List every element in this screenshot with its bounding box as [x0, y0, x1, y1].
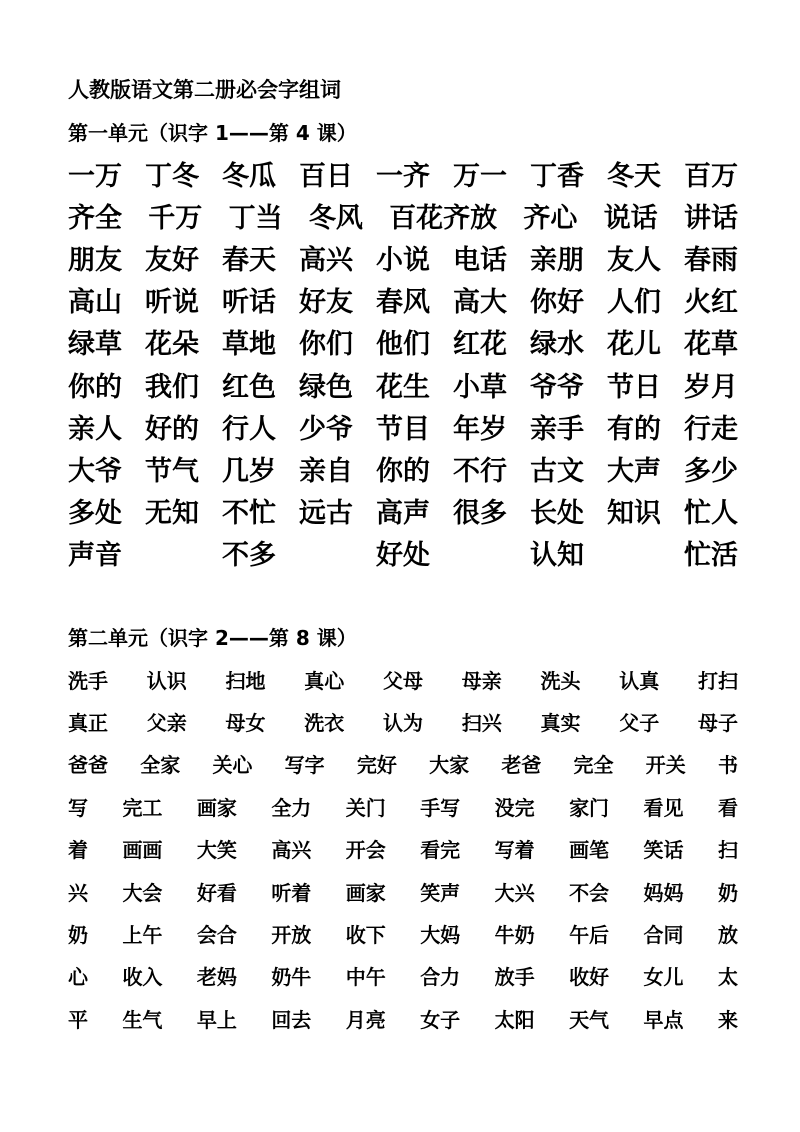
word-row — [68, 997, 738, 1039]
unit2-heading: 第二单元（识字 2——第 8 课） — [68, 626, 357, 650]
word-item: 知识 — [607, 498, 661, 530]
word-item: 花朵 — [145, 329, 199, 361]
word-item: 千万 — [148, 202, 203, 234]
word-row — [68, 447, 738, 489]
word-item: 行人 — [222, 413, 276, 445]
word-item: 红色 — [222, 371, 276, 403]
word-row — [68, 955, 738, 997]
word-item: 女子 — [420, 1007, 461, 1032]
word-item: 会合 — [196, 923, 237, 948]
word-item: 友人 — [607, 244, 661, 276]
word-item: 大笑 — [196, 838, 237, 863]
word-item: 大声 — [607, 455, 661, 487]
word-item: 不会 — [569, 880, 610, 905]
word-item: 花生 — [376, 371, 430, 403]
word-item: 全力 — [271, 795, 312, 820]
word-item: 一万 — [68, 160, 122, 192]
word-item: 认识 — [146, 668, 187, 693]
word-row — [68, 363, 738, 405]
word-item: 认为 — [383, 711, 423, 736]
word-item: 大爷 — [68, 455, 122, 487]
word-item: 奶 — [717, 880, 738, 905]
word-item: 画笔 — [569, 838, 610, 863]
word-item: 真正 — [68, 711, 108, 736]
word-item: 百日 — [299, 160, 353, 192]
document-title: 人教版语文第二册必会字组词 — [68, 78, 341, 102]
word-item: 我们 — [145, 371, 199, 403]
word-row — [68, 236, 738, 278]
word-item: 关门 — [345, 795, 386, 820]
word-item: 着 — [68, 838, 88, 863]
word-item: 岁月 — [684, 371, 738, 403]
word-item: 齐全 — [68, 202, 122, 234]
word-item: 无知 — [145, 498, 199, 530]
word-item: 妈妈 — [643, 880, 684, 905]
word-item: 你好 — [530, 287, 584, 319]
word-item: 完好 — [356, 753, 397, 778]
word-item: 放 — [717, 923, 738, 948]
word-item: 完全 — [573, 753, 614, 778]
word-item: 花草 — [684, 329, 738, 361]
word-row — [68, 152, 738, 194]
word-item: 你的 — [68, 371, 122, 403]
word-item: 完工 — [122, 795, 163, 820]
word-item: 很多 — [453, 498, 507, 530]
word-item: 平 — [68, 1007, 88, 1032]
word-item: 不行 — [453, 455, 507, 487]
word-row — [68, 279, 738, 321]
word-item: 有的 — [607, 413, 661, 445]
word-item: 写字 — [284, 753, 325, 778]
word-item: 洗头 — [540, 668, 581, 693]
word-item: 绿水 — [530, 329, 584, 361]
word-item: 母子 — [698, 711, 738, 736]
word-item: 好的 — [145, 413, 199, 445]
word-item: 天气 — [569, 1007, 610, 1032]
word-item: 讲话 — [683, 202, 738, 234]
word-row — [68, 912, 738, 954]
word-item: 奶牛 — [271, 965, 312, 990]
word-item: 少爷 — [299, 413, 353, 445]
word-item: 父亲 — [146, 711, 187, 736]
unit2-word-grid — [68, 658, 738, 1040]
word-item: 亲人 — [68, 413, 122, 445]
word-item: 亲手 — [530, 413, 584, 445]
word-row — [68, 828, 738, 870]
word-item: 兴 — [68, 880, 88, 905]
word-row — [68, 405, 738, 447]
word-item: 奶 — [68, 923, 88, 948]
word-row — [68, 658, 738, 700]
word-item: 草地 — [222, 329, 276, 361]
word-item: 扫地 — [225, 668, 266, 693]
unit1-heading: 第一单元（识字 1——第 4 课） — [68, 121, 357, 145]
word-item: 冬瓜 — [222, 160, 276, 192]
word-item: 来 — [717, 1007, 738, 1032]
word-item: 绿色 — [299, 371, 353, 403]
word-item: 放手 — [494, 965, 535, 990]
word-item: 心 — [68, 965, 88, 990]
word-item: 大会 — [122, 880, 163, 905]
word-item: 大家 — [429, 753, 470, 778]
word-item: 忙活 — [684, 540, 738, 572]
word-item: 生气 — [122, 1007, 163, 1032]
word-item: 爸爸 — [68, 753, 108, 778]
word-item: 开关 — [645, 753, 686, 778]
word-item: 母亲 — [461, 668, 502, 693]
word-item: 长处 — [530, 498, 584, 530]
word-item: 远古 — [299, 498, 353, 530]
word-item: 百万 — [684, 160, 738, 192]
word-item: 老妈 — [196, 965, 237, 990]
word-item: 你们 — [299, 329, 353, 361]
word-item: 春天 — [222, 244, 276, 276]
word-row — [68, 532, 738, 574]
word-item: 爷爷 — [530, 371, 584, 403]
word-item: 人们 — [607, 287, 661, 319]
word-item: 春风 — [376, 287, 430, 319]
word-row — [68, 194, 738, 236]
word-item: 你的 — [376, 455, 430, 487]
word-item: 父母 — [383, 668, 423, 693]
word-item: 电话 — [453, 244, 507, 276]
word-item: 忙人 — [684, 498, 738, 530]
word-item: 花儿 — [607, 329, 661, 361]
word-item: 女儿 — [643, 965, 684, 990]
word-item: 写 — [68, 795, 88, 820]
word-item: 看完 — [420, 838, 461, 863]
word-item: 听着 — [271, 880, 312, 905]
word-item: 好看 — [196, 880, 237, 905]
word-item: 丁冬 — [145, 160, 199, 192]
word-item: 亲朋 — [530, 244, 584, 276]
word-row — [68, 785, 738, 827]
word-item: 早点 — [643, 1007, 684, 1032]
word-item: 看 — [717, 795, 738, 820]
word-item: 开放 — [271, 923, 312, 948]
word-item: 扫兴 — [461, 711, 502, 736]
word-item: 中午 — [345, 965, 386, 990]
word-item: 百花齐放 — [389, 202, 498, 234]
word-item: 声音 — [68, 540, 122, 572]
word-item: 红花 — [453, 329, 507, 361]
word-item: 说话 — [603, 202, 658, 234]
word-item: 太 — [717, 965, 738, 990]
word-item: 万一 — [453, 160, 507, 192]
word-item: 开会 — [345, 838, 386, 863]
word-row — [68, 490, 738, 532]
word-item: 月亮 — [345, 1007, 386, 1032]
word-item: 小草 — [453, 371, 507, 403]
word-item: 上午 — [122, 923, 163, 948]
word-item: 真实 — [540, 711, 581, 736]
word-item: 合同 — [643, 923, 684, 948]
word-item: 多处 — [68, 498, 122, 530]
word-item: 节目 — [376, 413, 430, 445]
word-item: 父子 — [619, 711, 660, 736]
word-item: 笑话 — [643, 838, 684, 863]
word-item: 画家 — [345, 880, 386, 905]
word-item: 回去 — [271, 1007, 312, 1032]
word-item: 洗手 — [68, 668, 108, 693]
word-item: 不多 — [222, 540, 276, 572]
word-item: 高声 — [376, 498, 430, 530]
word-item: 好处 — [376, 540, 430, 572]
word-item: 几岁 — [222, 455, 276, 487]
word-item: 友好 — [145, 244, 199, 276]
word-item: 高兴 — [299, 244, 353, 276]
word-item: 冬风 — [308, 202, 363, 234]
word-item: 早上 — [196, 1007, 237, 1032]
word-item: 认真 — [619, 668, 660, 693]
word-item: 年岁 — [453, 413, 507, 445]
word-item: 火红 — [684, 287, 738, 319]
word-item: 牛奶 — [494, 923, 535, 948]
word-item: 冬天 — [607, 160, 661, 192]
word-item: 节气 — [145, 455, 199, 487]
word-item: 收好 — [569, 965, 610, 990]
word-item: 画画 — [122, 838, 163, 863]
word-item: 齐心 — [523, 202, 578, 234]
word-item: 丁香 — [530, 160, 584, 192]
word-item: 古文 — [530, 455, 584, 487]
word-item: 大兴 — [494, 880, 535, 905]
word-item: 写着 — [494, 838, 535, 863]
word-item: 母女 — [225, 711, 266, 736]
word-item: 高大 — [453, 287, 507, 319]
word-item: 好友 — [299, 287, 353, 319]
word-item: 家门 — [569, 795, 610, 820]
word-item: 认知 — [530, 540, 584, 572]
word-item: 春雨 — [684, 244, 738, 276]
word-row — [68, 743, 738, 785]
word-item: 一齐 — [376, 160, 430, 192]
word-item: 多少 — [684, 455, 738, 487]
word-item: 行走 — [684, 413, 738, 445]
word-row — [68, 870, 738, 912]
word-item: 扫 — [717, 838, 738, 863]
word-item: 午后 — [569, 923, 610, 948]
word-item: 关心 — [212, 753, 253, 778]
word-item: 收入 — [122, 965, 163, 990]
word-item: 高兴 — [271, 838, 312, 863]
word-item: 听话 — [222, 287, 276, 319]
word-item: 亲自 — [299, 455, 353, 487]
word-item: 大妈 — [420, 923, 461, 948]
word-item: 全家 — [140, 753, 181, 778]
word-item: 画家 — [196, 795, 237, 820]
word-item: 合力 — [420, 965, 461, 990]
word-item: 真心 — [304, 668, 345, 693]
word-item: 看见 — [643, 795, 684, 820]
word-item: 他们 — [376, 329, 430, 361]
word-item: 小说 — [376, 244, 430, 276]
word-item: 洗衣 — [304, 711, 345, 736]
word-item: 书 — [717, 753, 738, 778]
word-item: 笑声 — [420, 880, 461, 905]
word-item: 不忙 — [222, 498, 276, 530]
word-item: 收下 — [345, 923, 386, 948]
word-item: 没完 — [494, 795, 535, 820]
unit1-word-grid — [68, 152, 738, 574]
word-item: 高山 — [68, 287, 122, 319]
word-item: 听说 — [145, 287, 199, 319]
word-item: 手写 — [420, 795, 461, 820]
word-item: 节日 — [607, 371, 661, 403]
word-row — [68, 700, 738, 742]
word-item: 太阳 — [494, 1007, 535, 1032]
word-row — [68, 321, 738, 363]
word-item: 丁当 — [228, 202, 283, 234]
word-item: 打扫 — [698, 668, 738, 693]
word-item: 朋友 — [68, 244, 122, 276]
word-item: 老爸 — [501, 753, 542, 778]
word-item: 绿草 — [68, 329, 122, 361]
